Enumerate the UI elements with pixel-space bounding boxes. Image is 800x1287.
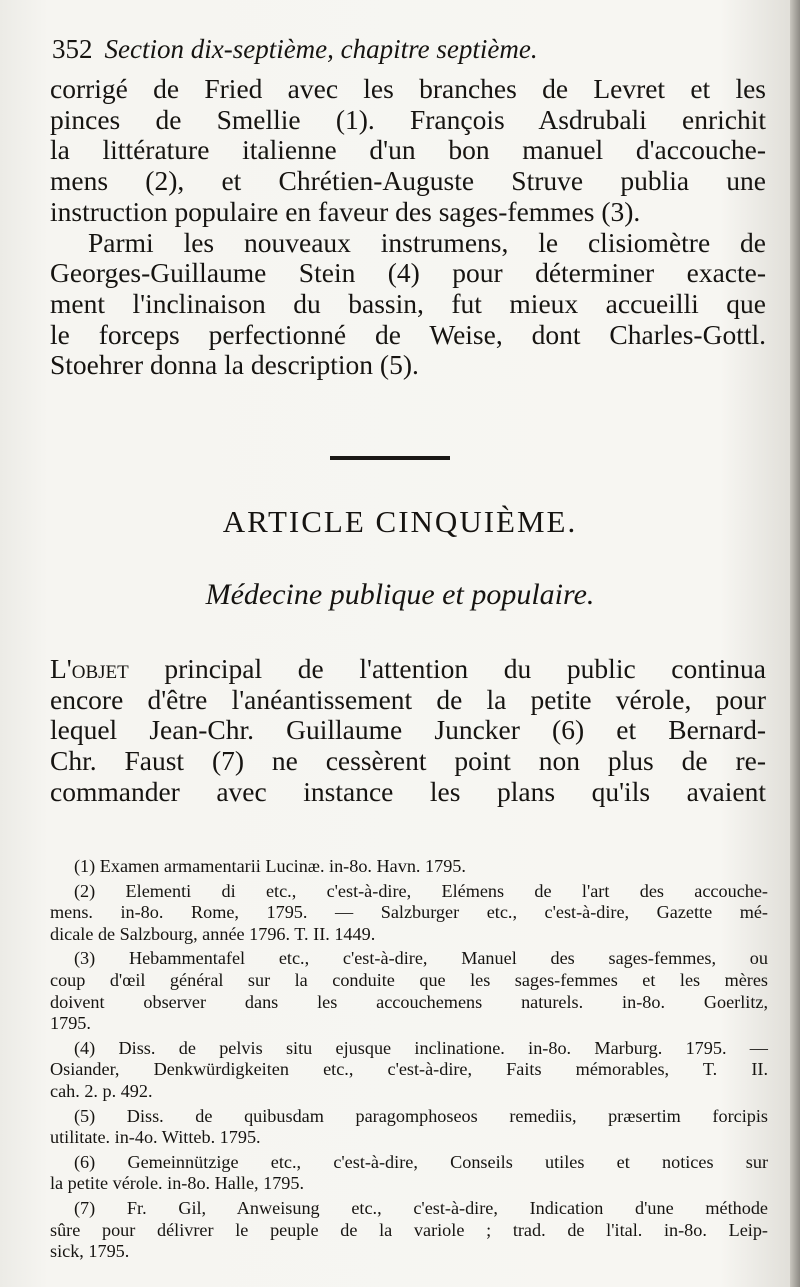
- footnote-line: coup d'œil général sur la conduite que les sages-femmes et les mères: [50, 969, 768, 990]
- running-head-title: Section dix-septième, chapitre septième.: [104, 34, 538, 64]
- text-line: Georges-Guillaume Stein (4) pour déterminer exacte-: [50, 257, 766, 289]
- footnote-line: utilitate. in-4o. Witteb. 1795.: [50, 1127, 261, 1148]
- article-subheading: Médecine publique et populaire.: [205, 578, 595, 611]
- paragraph-2: [50, 228, 766, 382]
- text-line: pinces de Smellie (1). François Asdrubali enrichit: [50, 103, 766, 135]
- footnote-line: (7) Fr. Gil, Anweisung etc., c'est-à-dire, Indication d'une méthode: [74, 1197, 768, 1218]
- footnote-line: (6) Gemeinnützige etc., c'est-à-dire, Conseils utiles et notices sur: [74, 1151, 768, 1172]
- footnote-4: [50, 1037, 768, 1103]
- text-line-rest: principal de l'attention du public continua: [128, 653, 766, 684]
- footnote-line: (5) Diss. de quibusdam paragomphoseos remediis, præsertim forcipis: [74, 1105, 768, 1126]
- text-line: [50, 654, 766, 685]
- footnote-5: [50, 1105, 768, 1149]
- text-line: commander avec instance les plans qu'ils avaient: [50, 775, 766, 807]
- footnote-line: mens. in-8o. Rome, 1795. — Salzburger etc., c'est-à-dire, Gazette mé-: [50, 902, 768, 923]
- article-heading: ARTICLE CINQUIÈME.: [222, 504, 578, 539]
- text-line: corrigé de Fried avec les branches de Levret et les: [50, 73, 766, 104]
- footnote-3: [50, 948, 768, 1034]
- footnote-1: [74, 856, 768, 878]
- footnote-line: (4) Diss. de pelvis situ ejusque inclinatione. in-8o. Marburg. 1795. —: [74, 1037, 768, 1058]
- footnote-6: [50, 1151, 768, 1195]
- footnote-line: 1795.: [50, 1013, 91, 1034]
- text-line: ment l'inclinaison du bassin, fut mieux accueilli que: [50, 287, 766, 319]
- footnote-line: (1) Examen armamentarii Lucinæ. in-8o. Havn. 1795.: [74, 856, 466, 876]
- footnote-line: cah. 2. p. 492.: [50, 1080, 153, 1101]
- text-line: lequel Jean-Chr. Guillaume Juncker (6) et Bernard-: [50, 714, 766, 746]
- footnote-line: la petite vérole. in-8o. Halle, 1795.: [50, 1173, 305, 1194]
- text-line: encore d'être l'anéantissement de la petite vérole, pour: [50, 683, 766, 715]
- lead-smallcaps: L'objet: [50, 653, 129, 684]
- footnote-line: Osiander, Denkwürdigkeiten etc., c'est-à-dire, Faits mémorables, T. II.: [50, 1059, 768, 1080]
- main-text-top: [50, 74, 766, 381]
- running-head: [52, 34, 692, 65]
- paragraph-1: [50, 74, 766, 228]
- paragraph-3: [50, 654, 766, 808]
- footnote-line: sûre pour délivrer le peuple de la variole ; trad. de l'ital. in-8o. Leip-: [50, 1219, 768, 1240]
- footnote-line: sick, 1795.: [50, 1241, 130, 1262]
- footnote-2: [50, 880, 768, 946]
- footnote-line: (3) Hebammentafel etc., c'est-à-dire, Manuel des sages-femmes, ou: [74, 948, 768, 969]
- page-edge-shadow: [790, 0, 800, 1287]
- footnote-line: dicale de Salzbourg, année 1796. T. II. 1449.: [50, 923, 376, 944]
- page-number: 352: [52, 34, 93, 64]
- footnote-line: (2) Elementi di etc., c'est-à-dire, Elémens de l'art des accouche-: [74, 880, 768, 901]
- text-line: Chr. Faust (7) ne cessèrent point non plus de re-: [50, 745, 766, 777]
- text-line: le forceps perfectionné de Weise, dont Charles-Gottl.: [50, 318, 766, 350]
- text-line: mens (2), et Chrétien-Auguste Struve publia une: [50, 165, 766, 197]
- footnote-line: doivent observer dans les accouchemens naturels. in-8o. Goerlitz,: [50, 991, 768, 1012]
- section-divider-rule: [330, 456, 450, 460]
- footnotes: [50, 856, 768, 1263]
- text-line: Parmi les nouveaux instrumens, le clisiomètre de: [88, 226, 766, 258]
- text-line: instruction populaire en faveur des sages-femmes (3).: [50, 195, 641, 227]
- text-line: la littérature italienne d'un bon manuel d'accouche-: [50, 134, 766, 166]
- text-line: Stoehrer donna la description (5).: [50, 349, 419, 381]
- footnote-7: [50, 1197, 768, 1263]
